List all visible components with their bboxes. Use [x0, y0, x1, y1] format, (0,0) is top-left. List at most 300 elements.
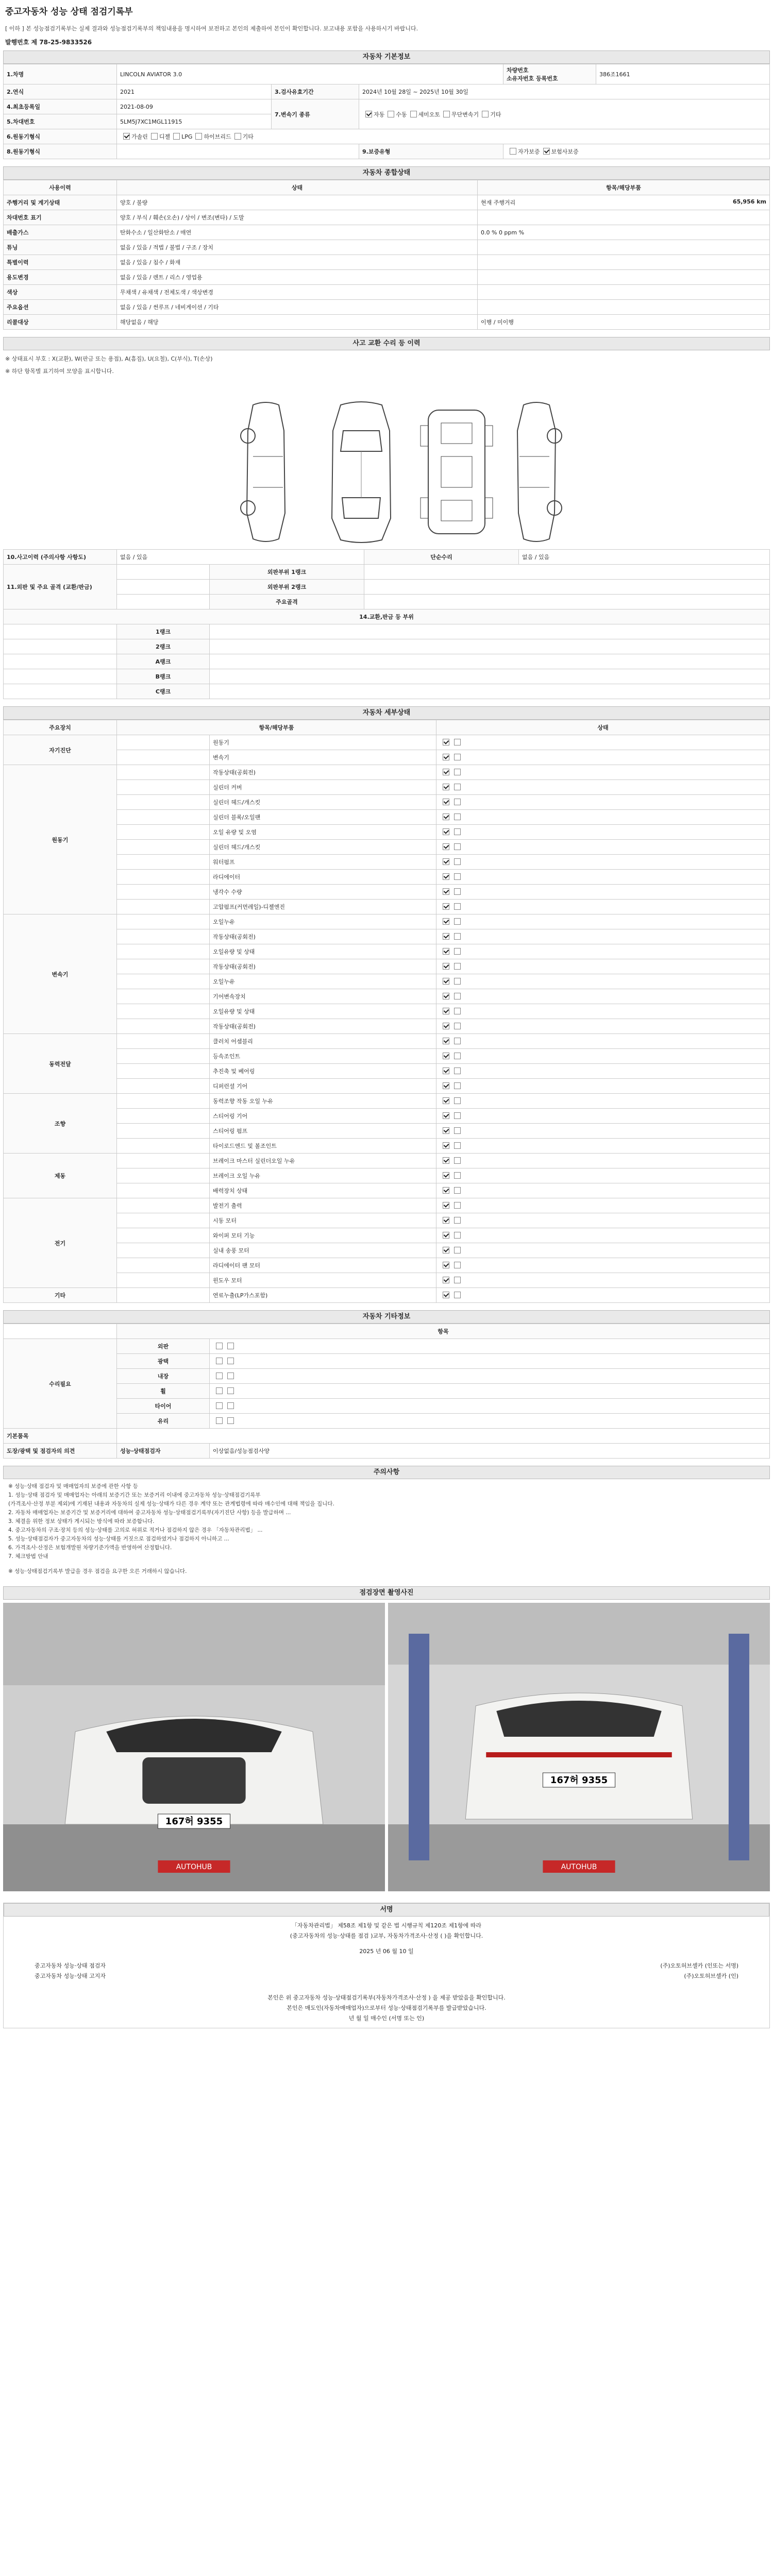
mileage-label: 현재 주행거리 — [481, 199, 516, 206]
detail-row — [4, 840, 770, 855]
detail-bad-checkbox[interactable] — [454, 1157, 461, 1164]
simple-repair-label: 단순수리 — [364, 550, 519, 565]
detail-item-state — [436, 1228, 770, 1243]
detail-bad-checkbox[interactable] — [454, 1262, 461, 1268]
other-checkbox[interactable] — [216, 1417, 223, 1424]
detail-good-checkbox[interactable] — [443, 933, 449, 940]
detail-good-checkbox[interactable] — [443, 1217, 449, 1224]
detail-bad-checkbox[interactable] — [454, 1053, 461, 1059]
notes-list — [3, 1479, 770, 1564]
detail-good-checkbox[interactable] — [443, 1082, 449, 1089]
other-item-label: 내장 — [117, 1369, 210, 1384]
detail-good-checkbox[interactable] — [443, 1277, 449, 1283]
section-exterior: 사고 교환 수리 등 이력 — [3, 337, 770, 350]
detail-item-state — [436, 795, 770, 810]
detail-row — [4, 974, 770, 989]
detail-item-state — [436, 974, 770, 989]
detail-bad-checkbox[interactable] — [454, 978, 461, 985]
overall-row-state: 양호 / 부식 / 훼손(오손) / 상이 / 변조(변타) / 도말 — [117, 210, 478, 225]
detail-good-checkbox[interactable] — [443, 1232, 449, 1239]
detail-bad-checkbox[interactable] — [454, 858, 461, 865]
detail-item-state — [436, 1004, 770, 1019]
trans-checkbox[interactable] — [443, 111, 450, 117]
parts-rank-label: C랭크 — [117, 684, 210, 699]
other-checkbox[interactable] — [216, 1402, 223, 1409]
detail-item-label: 작동상태(공회전) — [210, 765, 436, 780]
overall-row-label: 튜닝 — [4, 240, 117, 255]
section-photos: 점검장면 촬영사진 — [3, 1586, 770, 1600]
section-basic-info: 자동차 기본정보 — [3, 50, 770, 64]
car-side-left-icon — [238, 400, 294, 544]
detail-item-label: 실린더 헤드/개스킷 — [210, 840, 436, 855]
detail-row — [4, 1109, 770, 1124]
warranty-checkbox[interactable] — [510, 148, 516, 155]
detail-bad-checkbox[interactable] — [454, 1277, 461, 1283]
overall-row-note — [478, 195, 770, 210]
trans-checkbox[interactable] — [482, 111, 489, 117]
other-checkbox[interactable] — [216, 1358, 223, 1364]
buyer-line: 본인은 매도인(자동차매매업자)으로부터 성능·상태점검기록부를 발급받았습니다. — [287, 2005, 486, 2011]
overall-row — [4, 315, 770, 330]
detail-good-checkbox[interactable] — [443, 754, 449, 760]
detail-item-label: 동력조향 작동 오일 누유 — [210, 1094, 436, 1109]
detail-bad-checkbox[interactable] — [454, 1038, 461, 1044]
opinion-label: 성능·상태점검자 — [117, 1444, 210, 1459]
detail-col2: 항목/해당부품 — [117, 720, 436, 735]
detail-bad-checkbox[interactable] — [454, 1292, 461, 1298]
overall-row-note — [478, 270, 770, 285]
detail-good-checkbox[interactable] — [443, 1157, 449, 1164]
detail-bad-checkbox[interactable] — [454, 1112, 461, 1119]
overall-row — [4, 270, 770, 285]
detail-good-checkbox[interactable] — [443, 858, 449, 865]
other-checkbox[interactable] — [227, 1372, 234, 1379]
detail-good-checkbox[interactable] — [443, 963, 449, 970]
detail-bad-checkbox[interactable] — [454, 1232, 461, 1239]
detail-good-checkbox[interactable] — [443, 814, 449, 820]
detail-bad-checkbox[interactable] — [454, 933, 461, 940]
basic-info-table — [3, 64, 770, 159]
trans-checkbox[interactable] — [388, 111, 394, 117]
detail-good-checkbox[interactable] — [443, 1172, 449, 1179]
overall-row-state: 없음 / 있음 / 썬루프 / 네비게이션 / 기타 — [117, 300, 478, 315]
reg-no-label: 차량번호 소유자번호 등록번호 — [503, 64, 596, 84]
overall-row-state: 없음 / 있음 / 침수 / 화재 — [117, 255, 478, 270]
detail-good-checkbox[interactable] — [443, 843, 449, 850]
accident-table — [3, 549, 770, 699]
fuel-checkbox[interactable] — [173, 133, 180, 140]
overall-row — [4, 255, 770, 270]
detail-item-state — [436, 765, 770, 780]
detail-bad-checkbox[interactable] — [454, 918, 461, 925]
note-line: 1. 성능·상태 점검자 및 매매업자는 아래의 보증기간 또는 보증거리 이내에 중고자동차 성능·상태점검기록부 — [8, 1492, 261, 1498]
detail-good-checkbox[interactable] — [443, 784, 449, 790]
detail-item-state — [436, 870, 770, 885]
detail-item-label: 디퍼런셜 기어 — [210, 1079, 436, 1094]
note-line: 5. 성능·상태점검자가 중고자동차의 성능·상태를 거짓으로 점검하였거나 점검하지 아니하고 ... — [8, 1536, 229, 1542]
detail-item-label: 실린더 블록/오일팬 — [210, 810, 436, 825]
overall-row-note — [478, 240, 770, 255]
detail-good-checkbox[interactable] — [443, 769, 449, 775]
other-row — [4, 1369, 770, 1384]
detail-good-checkbox[interactable] — [443, 1202, 449, 1209]
detail-row — [4, 1004, 770, 1019]
detail-item-state — [436, 810, 770, 825]
detail-good-checkbox[interactable] — [443, 1292, 449, 1298]
detail-bad-checkbox[interactable] — [454, 1247, 461, 1253]
overall-row-state: 없음 / 있음 / 적법 / 불법 / 구조 / 장치 — [117, 240, 478, 255]
detail-item-label: 오일유량 및 상태 — [210, 1004, 436, 1019]
other-checkbox[interactable] — [216, 1343, 223, 1349]
fuel-option-label: 기타 — [242, 133, 254, 140]
detail-good-checkbox[interactable] — [443, 1008, 449, 1014]
detail-item-state — [436, 780, 770, 795]
document — [0, 4, 773, 2028]
detail-item-state — [436, 1049, 770, 1064]
detail-item-state — [436, 1094, 770, 1109]
trans-checkbox[interactable] — [410, 111, 417, 117]
detail-item-state — [436, 1258, 770, 1273]
detail-row — [4, 870, 770, 885]
parts-row — [4, 684, 770, 699]
detail-row — [4, 1049, 770, 1064]
detail-bad-checkbox[interactable] — [454, 888, 461, 895]
detail-item-state — [436, 1109, 770, 1124]
detail-bad-checkbox[interactable] — [454, 1172, 461, 1179]
photo-rear — [388, 1603, 770, 1891]
detail-bad-checkbox[interactable] — [454, 903, 461, 910]
overall-col3: 항목/해당부품 — [478, 180, 770, 195]
detail-good-checkbox[interactable] — [443, 948, 449, 955]
detail-good-checkbox[interactable] — [443, 1262, 449, 1268]
fuel-option-label: 디젤 — [159, 133, 171, 140]
detail-bad-checkbox[interactable] — [454, 1067, 461, 1074]
detail-bad-checkbox[interactable] — [454, 828, 461, 835]
fuel-label: 6.원동기형식 — [4, 129, 117, 144]
detail-item-state — [436, 1288, 770, 1303]
other-checkbox[interactable] — [227, 1358, 234, 1364]
other-row — [4, 1384, 770, 1399]
detail-item-label: 작동상태(공회전) — [210, 1019, 436, 1034]
fuel-checkbox[interactable] — [123, 133, 130, 140]
section-detail: 자동차 세부상태 — [3, 706, 770, 720]
other-checkbox[interactable] — [227, 1402, 234, 1409]
detail-item-state — [436, 1243, 770, 1258]
accident-opts: 없음 / 있음 — [117, 550, 364, 565]
detail-row — [4, 735, 770, 750]
overall-row — [4, 300, 770, 315]
overall-table — [3, 180, 770, 330]
overall-col2: 상태 — [117, 180, 478, 195]
other-row — [4, 1414, 770, 1429]
parts-row — [4, 639, 770, 654]
overall-row-note — [478, 285, 770, 300]
firstreg-value: 2021-08-09 — [117, 99, 272, 114]
trans-options — [359, 99, 770, 129]
detail-item-label: 라디에이터 팬 모터 — [210, 1258, 436, 1273]
detail-good-checkbox[interactable] — [443, 978, 449, 985]
note-line: 2. 자동차 매매업자는 보증기간 및 보증거리에 대하여 중고자동차 성능·상태점검기록부(자기진단 사항) 등을 발급하며 ... — [8, 1510, 291, 1516]
outer-row-2: 외판부위 2랭크 — [210, 580, 364, 595]
repair-needed-label: 수리필요 — [4, 1339, 117, 1429]
other-item-label: 타이어 — [117, 1399, 210, 1414]
basic-items-label: 기본품목 — [4, 1429, 117, 1444]
detail-bad-checkbox[interactable] — [454, 1202, 461, 1209]
detail-row — [4, 885, 770, 900]
detail-bad-checkbox[interactable] — [454, 948, 461, 955]
detail-row — [4, 1273, 770, 1288]
detail-row — [4, 1064, 770, 1079]
reg-no-value: 386조1661 — [596, 64, 770, 84]
detail-item-label: 실내 송풍 모터 — [210, 1243, 436, 1258]
detail-good-checkbox[interactable] — [443, 993, 449, 999]
detail-item-label: 연료누출(LP가스포함) — [210, 1288, 436, 1303]
fuel-option-label: LPG — [181, 133, 193, 140]
detail-item-label: 변속기 — [210, 750, 436, 765]
detail-bad-checkbox[interactable] — [454, 843, 461, 850]
section-overall: 자동차 종합상태 — [3, 166, 770, 180]
warranty-checkbox[interactable] — [543, 148, 550, 155]
overall-row-note: 이행 / 미이행 — [478, 315, 770, 330]
trans-option-label: 자동 — [374, 111, 385, 118]
detail-good-checkbox[interactable] — [443, 1142, 449, 1149]
overall-row — [4, 210, 770, 225]
fuel-option-label: 하이브리드 — [204, 133, 231, 140]
detail-bad-checkbox[interactable] — [454, 784, 461, 790]
detail-row — [4, 900, 770, 914]
overall-row-note — [478, 300, 770, 315]
detail-row — [4, 795, 770, 810]
outer-row-1: 외판부위 1랭크 — [210, 565, 364, 580]
detail-bad-checkbox[interactable] — [454, 1127, 461, 1134]
overall-row-label: 주요옵션 — [4, 300, 117, 315]
detail-item-state — [436, 1139, 770, 1154]
detail-item-label: 스티어링 펌프 — [210, 1124, 436, 1139]
detail-bad-checkbox[interactable] — [454, 799, 461, 805]
vin-value: 5LM5J7XC1MGL11915 — [117, 114, 272, 129]
detail-item-state — [436, 1168, 770, 1183]
other-checkbox[interactable] — [227, 1387, 234, 1394]
other-item-label: 광택 — [117, 1354, 210, 1369]
sign-line-2: (중고자동차의 성능·상태를 점검 )교부, 자동차가격조사·산정 ( )을 확인합니다. — [290, 1933, 483, 1939]
detail-good-checkbox[interactable] — [443, 918, 449, 925]
detail-row — [4, 1079, 770, 1094]
detail-bad-checkbox[interactable] — [454, 993, 461, 999]
detail-group-name: 동력전달 — [4, 1034, 117, 1094]
warranty-label: 9.보증유형 — [359, 144, 503, 159]
detail-row — [4, 1213, 770, 1228]
detail-good-checkbox[interactable] — [443, 903, 449, 910]
detail-item-label: 추진축 및 베어링 — [210, 1064, 436, 1079]
trans-checkbox[interactable] — [365, 111, 372, 117]
other-checkbox[interactable] — [216, 1372, 223, 1379]
detail-row — [4, 1124, 770, 1139]
other-item-label: 휠 — [117, 1384, 210, 1399]
detail-good-checkbox[interactable] — [443, 1112, 449, 1119]
other-checkbox[interactable] — [227, 1417, 234, 1424]
detail-row — [4, 1288, 770, 1303]
firstreg-label: 4.최초등록일 — [4, 99, 117, 114]
opinion-value: 이상없음/성능점검사양 — [210, 1444, 770, 1459]
detail-item-state — [436, 1034, 770, 1049]
detail-item-label: 작동상태(공회전) — [210, 959, 436, 974]
vin-label: 5.차대번호 — [4, 114, 117, 129]
detail-good-checkbox[interactable] — [443, 1023, 449, 1029]
detail-good-checkbox[interactable] — [443, 1097, 449, 1104]
detail-item-label: 발전기 출력 — [210, 1198, 436, 1213]
detail-bad-checkbox[interactable] — [454, 1023, 461, 1029]
detail-bad-checkbox[interactable] — [454, 814, 461, 820]
detail-item-state — [436, 1273, 770, 1288]
fuel-checkbox[interactable] — [151, 133, 158, 140]
parts-row — [4, 669, 770, 684]
detail-item-state — [436, 1154, 770, 1168]
detail-row — [4, 1228, 770, 1243]
detail-row — [4, 1258, 770, 1273]
detail-bad-checkbox[interactable] — [454, 754, 461, 760]
trans-label: 7.변속기 종류 — [272, 99, 359, 129]
other-item-options — [210, 1384, 770, 1399]
detail-good-checkbox[interactable] — [443, 1187, 449, 1194]
detail-item-label: 등속조인트 — [210, 1049, 436, 1064]
detail-row — [4, 855, 770, 870]
detail-group-name: 원동기 — [4, 765, 117, 914]
detail-item-state — [436, 840, 770, 855]
other-row — [4, 1354, 770, 1369]
detail-table — [3, 720, 770, 1303]
detail-good-checkbox[interactable] — [443, 873, 449, 880]
detail-col3: 상태 — [436, 720, 770, 735]
detail-bad-checkbox[interactable] — [454, 739, 461, 745]
detail-good-checkbox[interactable] — [443, 1067, 449, 1074]
detail-item-label: 윈도우 모터 — [210, 1273, 436, 1288]
photo-front — [3, 1603, 385, 1891]
overall-row-state: 없음 / 있음 / 렌트 / 리스 / 영업용 — [117, 270, 478, 285]
trans-option-label: 세미오토 — [418, 111, 441, 118]
notice-text: [ 이하 ] 본 성능점검기록부는 실제 결과와 성능점검기록부의 책임내용을 명시하여 보전하고 본인의 제출하여 본인이 확인합니다. 보고내용 포함을 사용하시기 바랍니다. — [5, 25, 418, 32]
fuel-checkbox[interactable] — [234, 133, 241, 140]
detail-item-state — [436, 825, 770, 840]
detail-item-state — [436, 959, 770, 974]
other-row — [4, 1399, 770, 1414]
overall-row-state: 무채색 / 유채색 / 전체도색 / 색상변경 — [117, 285, 478, 300]
detail-bad-checkbox[interactable] — [454, 1142, 461, 1149]
fuel-checkbox[interactable] — [195, 133, 202, 140]
overall-row-label: 주행거리 및 계기상태 — [4, 195, 117, 210]
detail-item-label: 라디에이터 — [210, 870, 436, 885]
detail-bad-checkbox[interactable] — [454, 1097, 461, 1104]
inspector-label: 중고자동차 성능·상태 점검자 — [35, 1962, 106, 1969]
fuel-options — [117, 129, 770, 144]
detail-item-label: 스티어링 기어 — [210, 1109, 436, 1124]
detail-item-label: 브레이크 마스터 실린더오일 누유 — [210, 1154, 436, 1168]
detail-bad-checkbox[interactable] — [454, 1082, 461, 1089]
detail-good-checkbox[interactable] — [443, 799, 449, 805]
detail-row — [4, 1139, 770, 1154]
detail-row — [4, 750, 770, 765]
detail-item-state — [436, 1183, 770, 1198]
parts-rank-label: 1랭크 — [117, 624, 210, 639]
parts-header: 14.교환,판금 등 부위 — [4, 609, 770, 624]
other-item-label: 외판 — [117, 1339, 210, 1354]
accident-label: 10.사고이력 (주의사항 사항도) — [4, 550, 117, 565]
overall-row-label: 색상 — [4, 285, 117, 300]
detail-row — [4, 929, 770, 944]
detail-good-checkbox[interactable] — [443, 1053, 449, 1059]
detail-item-label: 워터펌프 — [210, 855, 436, 870]
detail-row — [4, 914, 770, 929]
other-item-options — [210, 1369, 770, 1384]
photo-brand-rear: AUTOHUB — [561, 1863, 597, 1871]
overall-row-label: 리콜대상 — [4, 315, 117, 330]
car-name-value: LINCOLN AVIATOR 3.0 — [117, 64, 503, 84]
detail-item-state — [436, 855, 770, 870]
detail-good-checkbox[interactable] — [443, 1127, 449, 1134]
detail-col1: 주요장치 — [4, 720, 117, 735]
detail-item-label: 오일 유량 및 오염 — [210, 825, 436, 840]
detail-good-checkbox[interactable] — [443, 828, 449, 835]
detail-row — [4, 1183, 770, 1198]
other-checkbox[interactable] — [216, 1387, 223, 1394]
detail-item-label: 원동기 — [210, 735, 436, 750]
detail-bad-checkbox[interactable] — [454, 1187, 461, 1194]
detail-group-name: 자기진단 — [4, 735, 117, 765]
note-line: (가격조사·산정 부분 제외)에 기재된 내용과 자동차의 실제 성능·상태가 다른 경우 계약 또는 관계법령에 따라 매수인에 대해 책임을 집니다. — [8, 1501, 334, 1507]
detail-item-state — [436, 1124, 770, 1139]
overall-row-label: 특별이력 — [4, 255, 117, 270]
detail-row — [4, 1154, 770, 1168]
detail-bad-checkbox[interactable] — [454, 1217, 461, 1224]
detail-good-checkbox[interactable] — [443, 1038, 449, 1044]
detail-item-label: 배력장치 상태 — [210, 1183, 436, 1198]
legend-1: ※ 상태표시 부호 : X(교환), W(판금 또는 용접), A(흠집), U(요철), C(부식), T(손상) — [5, 355, 213, 362]
other-checkbox[interactable] — [227, 1343, 234, 1349]
detail-good-checkbox[interactable] — [443, 739, 449, 745]
detail-group-name: 전기 — [4, 1198, 117, 1288]
detail-item-label: 작동상태(공회전) — [210, 929, 436, 944]
detail-row — [4, 780, 770, 795]
overall-row-state: 탄화수소 / 일산화탄소 / 매연 — [117, 225, 478, 240]
overall-row-note — [478, 210, 770, 225]
detail-item-label: 클러치 어셈블리 — [210, 1034, 436, 1049]
detail-bad-checkbox[interactable] — [454, 873, 461, 880]
trans-option-label: 무단변속기 — [451, 111, 479, 118]
detail-item-label: 고압펌프(커먼레일)-디젤엔진 — [210, 900, 436, 914]
other-row — [4, 1339, 770, 1354]
section-notes: 주의사항 — [3, 1466, 770, 1479]
year-value: 2021 — [117, 84, 272, 99]
car-side-right-icon — [508, 400, 565, 544]
note-line: 6. 가격조사·산정은 보험개발원 차량기준가액을 반영하여 산정합니다. — [8, 1545, 172, 1551]
detail-bad-checkbox[interactable] — [454, 963, 461, 970]
detail-row — [4, 1019, 770, 1034]
detail-item-state — [436, 750, 770, 765]
detail-bad-checkbox[interactable] — [454, 769, 461, 775]
period-label: 3.검사유효기간 — [272, 84, 359, 99]
detail-good-checkbox[interactable] — [443, 1247, 449, 1253]
overall-row — [4, 285, 770, 300]
detail-good-checkbox[interactable] — [443, 888, 449, 895]
detail-row — [4, 1168, 770, 1183]
detail-item-label: 오일누유 — [210, 974, 436, 989]
other-item-options — [210, 1339, 770, 1354]
car-top-icon — [323, 400, 400, 544]
fuel-option-label: 가솔린 — [131, 133, 148, 140]
photo-plate-front: 167허 9355 — [165, 1816, 223, 1827]
detail-bad-checkbox[interactable] — [454, 1008, 461, 1014]
other-table — [3, 1324, 770, 1459]
buyer-date: 년 월 일 매수인 (서명 또는 인) — [348, 2015, 425, 2022]
